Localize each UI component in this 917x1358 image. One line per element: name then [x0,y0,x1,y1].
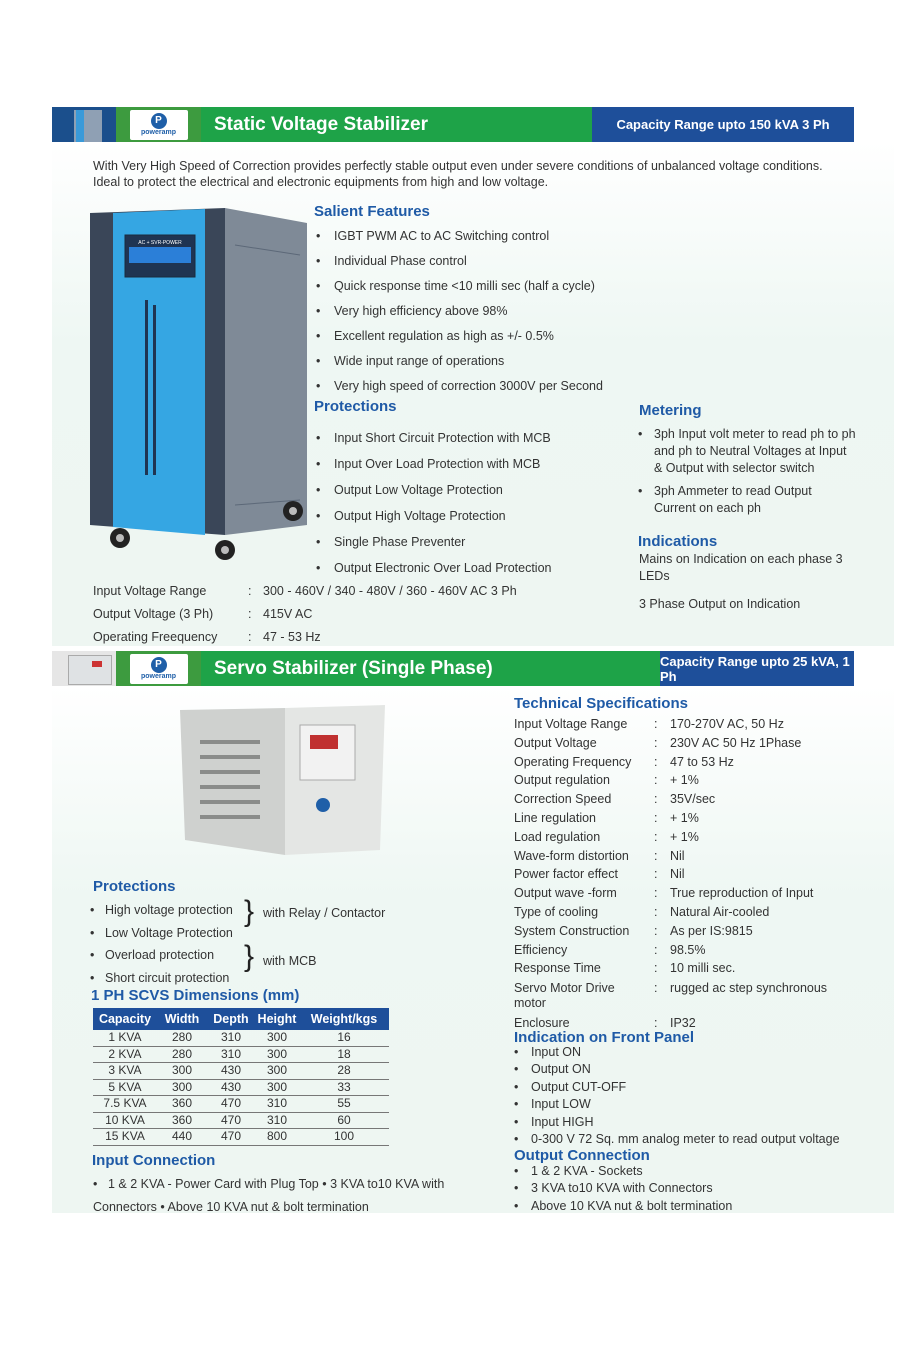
spec-value: 230V AC 50 Hz 1Phase [670,735,802,750]
static-capacity: Capacity Range upto 150 kVA 3 Ph [592,107,854,142]
static-stabilizer-image [85,205,310,565]
cell: 300 [255,1079,299,1096]
cell: 470 [207,1112,255,1129]
col-header: Capacity [93,1008,157,1030]
list-item: • Individual Phase control [314,249,603,274]
logo-text: poweramp [140,672,176,680]
table-row [93,1030,389,1046]
spec-label: Output regulation [514,773,610,788]
spec-row: Power factor effect : Nil [514,865,854,884]
static-intro [93,158,873,190]
servo-banner [52,651,854,686]
spec-row: Line regulation : + 1% [514,809,854,828]
cell: 310 [207,1046,255,1063]
cell: 360 [157,1096,207,1113]
cell: 280 [157,1046,207,1063]
list-item: • 3 KVA to10 KVA with Connectors [512,1180,732,1197]
list-item: • High voltage protection [88,899,233,922]
spec-value: 98.5% [670,942,706,957]
spec-label: Load regulation [514,829,601,844]
list-item: • Output High Voltage Protection [314,503,551,529]
cell: 1 KVA [93,1030,157,1046]
servo-logo [116,651,201,686]
cell: 33 [299,1079,389,1096]
table-row [93,1046,389,1063]
servo-product-thumbnail [52,651,116,686]
cell: 430 [207,1063,255,1080]
spec-value: 35V/sec [670,792,716,807]
spec-row: Correction Speed : 35V/sec [514,790,854,809]
spec-label: Output wave -form [514,886,617,901]
list-item: • Input Short Circuit Protection with MCB [314,425,551,451]
tech-spec-list [514,715,854,1033]
table-header-row [93,1008,389,1030]
static-protections-list [314,425,551,581]
spec-label: Input Voltage Range [93,584,207,598]
cell: 800 [255,1129,299,1146]
static-specs [93,580,517,649]
cell: 440 [157,1129,207,1146]
spec-label: Servo Motor Drive motor [514,981,615,1010]
list-item: • Above 10 KVA nut & bolt termination [512,1198,732,1215]
list-item: • Output Electronic Over Load Protection [314,555,551,581]
cell: 310 [255,1112,299,1129]
cell: 60 [299,1112,389,1129]
list-item: • Single Phase Preventer [314,529,551,555]
brace-relay: } [244,895,255,928]
static-intro-line-2: Ideal to protect the electrical and electronic equipments from high and low voltage. [93,175,549,189]
cell: 360 [157,1112,207,1129]
spec-value: 10 milli sec. [670,961,736,976]
servo-protections-list [88,899,233,989]
list-item: • Input LOW [512,1096,840,1113]
cell: 300 [157,1079,207,1096]
spec-row: Efficiency : 98.5% [514,941,854,960]
list-item: • Very high speed of correction 3000V per Second [314,374,603,399]
spec-label: Line regulation [514,810,597,825]
cell: 280 [157,1030,207,1046]
list-item: • 3ph Input volt meter to read ph to ph and ph to Neutral Voltages at Input & Output with selector switch [636,426,856,477]
col-header: Weight/kgs [299,1008,389,1030]
input-connection-heading: Input Connection [92,1152,216,1169]
input-connection-text: • 1 & 2 KVA - Power Card with Plug Top • 3 KVA to10 KVA with Connectors • Above 10 KVA nut & bolt termination [93,1173,493,1219]
spec-row: Input Voltage Range : 170-270V AC, 50 Hz [514,715,854,734]
spec-label: Output Voltage [514,735,597,750]
input-connection-line-1: 1 & 2 KVA - Power Card with Plug Top • 3 KVA to10 KVA with [108,1177,445,1191]
spec-label: Operating Frequency [514,754,632,769]
indication-1: Mains on Indication on each phase 3 LEDs [639,552,843,583]
cell: 16 [299,1030,389,1046]
spec-value: True reproduction of Input [670,886,814,901]
metering-heading: Metering [639,402,702,419]
logo-text: poweramp [140,128,176,136]
output-connection-heading: Output Connection [514,1147,650,1164]
brace-mcb: } [244,940,255,973]
spec-value: Natural Air-cooled [670,904,770,919]
dimensions-table [93,1008,389,1146]
spec-label: System Construction [514,923,630,938]
cell: 470 [207,1096,255,1113]
spec-value: 47 - 53 Hz [263,630,321,644]
poweramp-logo-icon: P [151,113,167,129]
spec-row: Output Voltage : 230V AC 50 Hz 1Phase [514,734,854,753]
list-item: • Input ON [512,1044,840,1061]
cell: 430 [207,1079,255,1096]
static-banner [52,107,854,142]
indication-2: 3 Phase Output on Indication [639,597,801,611]
cell: 15 KVA [93,1129,157,1146]
spec-row: System Construction : As per IS:9815 [514,922,854,941]
spec-value: + 1% [670,810,699,825]
list-item: • Quick response time <10 milli sec (half a cycle) [314,274,603,299]
spec-value: Nil [670,848,685,863]
list-item: • 1 & 2 KVA - Sockets [512,1163,732,1180]
list-item: • Low Voltage Protection [88,922,233,945]
servo-title: Servo Stabilizer (Single Phase) [201,651,660,686]
spec-label: Power factor effect [514,867,618,882]
static-logo [116,107,201,142]
static-protections-heading: Protections [314,398,397,415]
mcb-note: with MCB [263,954,317,968]
table-row [93,1079,389,1096]
static-product-thumbnail [52,107,116,142]
list-item: • Very high efficiency above 98% [314,299,603,324]
list-item: • 3ph Ammeter to read Output Current on each ph [636,483,856,517]
cell: 300 [255,1046,299,1063]
spec-value: + 1% [670,829,699,844]
cell: 470 [207,1129,255,1146]
static-title: Static Voltage Stabilizer [201,107,592,142]
servo-capacity: Capacity Range upto 25 kVA, 1 Ph [660,651,854,686]
list-item: • Input HIGH [512,1114,840,1131]
spec-label: Enclosure [514,1016,570,1031]
spec-label: Response Time [514,961,601,976]
list-item: • IGBT PWM AC to AC Switching control [314,224,603,249]
list-item: • Output CUT-OFF [512,1079,840,1096]
spec-row: Wave-form distortion : Nil [514,847,854,866]
cell: 5 KVA [93,1079,157,1096]
indications-heading: Indications [638,533,718,550]
cell: 55 [299,1096,389,1113]
spec-label: Correction Speed [514,792,612,807]
spec-value: + 1% [670,773,699,788]
col-header: Height [255,1008,299,1030]
front-panel-list [512,1044,840,1148]
cell: 18 [299,1046,389,1063]
salient-heading: Salient Features [314,203,430,220]
spec-value: rugged ac step synchronous [670,981,828,996]
cell: 310 [207,1030,255,1046]
spec-value: 415V AC [263,607,313,621]
spec-row: Load regulation : + 1% [514,828,854,847]
cell: 300 [255,1030,299,1046]
list-item: • Short circuit protection [88,967,233,990]
panel-label: AC + SVR-POWER [138,240,182,246]
static-intro-line-1: With Very High Speed of Correction provides perfectly stable output even under severe conditions of unbalanced voltage conditions. [93,159,823,173]
input-connection-line-2: Connectors • Above 10 KVA nut & bolt termination [93,1200,369,1214]
list-item: • 0-300 V 72 Sq. mm analog meter to read output voltage [512,1131,840,1148]
list-item: • Excellent regulation as high as +/- 0.5% [314,324,603,349]
list-item: • Output Low Voltage Protection [314,477,551,503]
spec-label: Input Voltage Range [514,717,628,731]
col-header: Width [157,1008,207,1030]
spec-row: Input Voltage Range : 300 - 460V / 340 - 480V / 360 - 460V AC 3 Ph [93,580,517,603]
output-connection-list [512,1163,732,1215]
dim-heading: 1 PH SCVS Dimensions (mm) [91,987,300,1004]
spec-value: As per IS:9815 [670,923,753,938]
list-item: • Output ON [512,1061,840,1078]
spec-label: Efficiency [514,942,568,957]
spec-row: Output Voltage (3 Ph) : 415V AC [93,603,517,626]
table-row [93,1112,389,1129]
relay-note: with Relay / Contactor [263,906,386,920]
cell: 28 [299,1063,389,1080]
table-row [93,1096,389,1113]
cell: 7.5 KVA [93,1096,157,1113]
metering-list [636,426,856,517]
cell: 10 KVA [93,1112,157,1129]
cell: 2 KVA [93,1046,157,1063]
tech-heading: Technical Specifications [514,695,688,712]
cell: 3 KVA [93,1063,157,1080]
servo-stabilizer-image [175,700,390,865]
spec-row: Output wave -form : True reproduction of Input [514,884,854,903]
poweramp-logo-icon: P [151,657,167,673]
spec-label: Operating Freequency [93,630,218,644]
spec-label: Output Voltage (3 Ph) [93,607,214,621]
servo-protections-heading: Protections [93,878,176,895]
list-item: • Overload protection [88,944,233,967]
spec-row: Operating Freequency : 47 - 53 Hz [93,626,517,649]
spec-row: Enclosure : IP32 [514,1014,854,1033]
table-row [93,1063,389,1080]
spec-value: 170-270V AC, 50 Hz [670,717,784,731]
spec-value: IP32 [670,1016,696,1031]
cell: 300 [255,1063,299,1080]
cell: 100 [299,1129,389,1146]
spec-value: Nil [670,867,685,882]
spec-value: 300 - 460V / 340 - 480V / 360 - 460V AC 3 Ph [263,584,517,598]
front-panel-heading: Indication on Front Panel [514,1029,694,1046]
spec-row: Response Time : 10 milli sec. [514,959,854,978]
cell: 310 [255,1096,299,1113]
cell: 300 [157,1063,207,1080]
list-item: • Input Over Load Protection with MCB [314,451,551,477]
spec-value: 47 to 53 Hz [670,754,734,769]
spec-row: Output regulation : + 1% [514,771,854,790]
spec-label: Type of cooling [514,904,599,919]
spec-row: Operating Frequency : 47 to 53 Hz [514,753,854,772]
col-header: Depth [207,1008,255,1030]
spec-row: Type of cooling : Natural Air-cooled [514,903,854,922]
spec-row: Servo Motor Drive motor : rugged ac step synchronous [514,981,828,1010]
salient-list [314,224,603,399]
spec-label: Wave-form distortion [514,848,629,863]
list-item: • Wide input range of operations [314,349,603,374]
table-row [93,1129,389,1146]
